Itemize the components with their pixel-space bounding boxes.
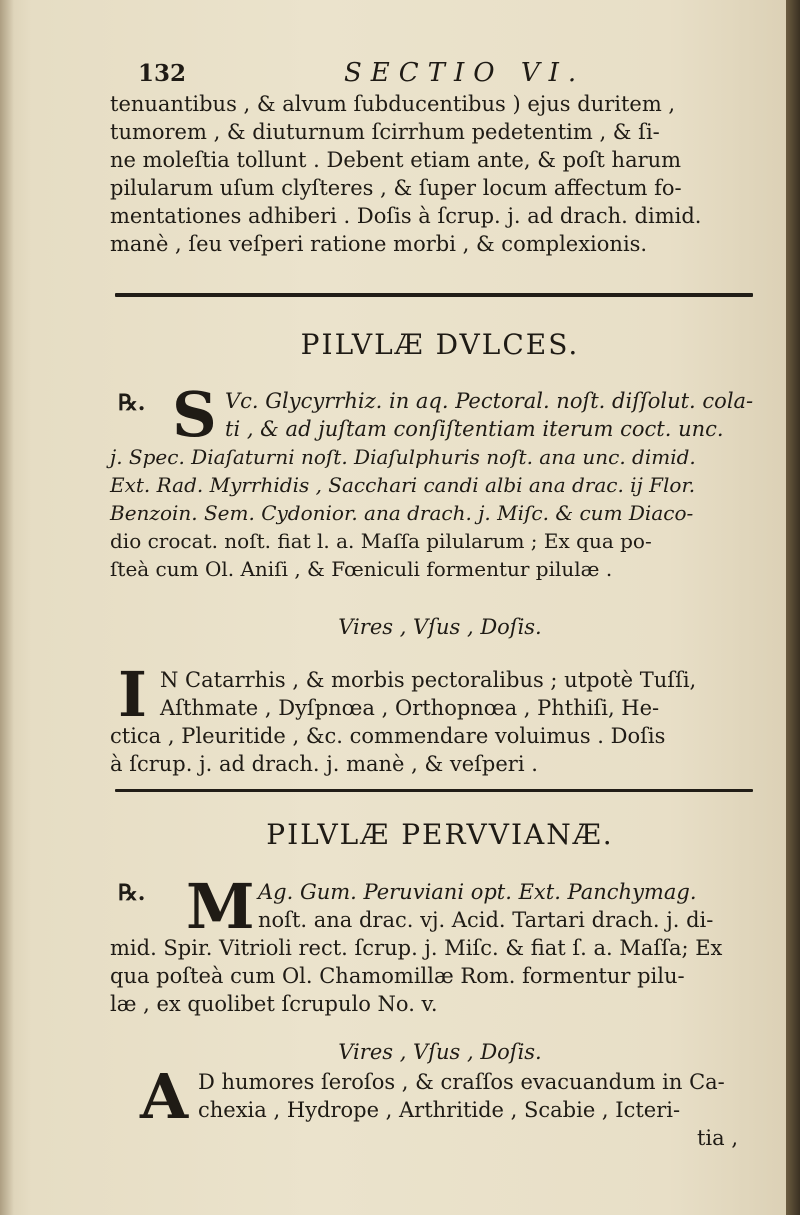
text-line: manè , ſeu veſperi ratione morbi , & complexionis. bbox=[110, 232, 648, 256]
section-title: SECTIO VI. bbox=[344, 58, 586, 88]
text-line: à ſcrup. j. ad drach. j. manè , & veſperi . bbox=[110, 752, 538, 776]
text-line: noſt. ana drac. vj. Acid. Tartari drach. j. di- bbox=[258, 908, 714, 932]
page-number: 132 bbox=[138, 60, 187, 87]
text-line: ne moleſtia tollunt . Debent etiam ante, & poſt harum bbox=[110, 148, 682, 172]
recipe-text bbox=[110, 934, 762, 1018]
text-line: ſteà cum Ol. Aniſi , & Fœniculi formentur pilulæ . bbox=[110, 557, 613, 581]
drop-cap: M bbox=[186, 870, 255, 943]
drop-cap: I bbox=[118, 658, 148, 731]
text-line: Ext. Rad. Myrrhidis , Sacchari candi albi ana drac. ij Flor. bbox=[110, 473, 696, 497]
recipe-heading: PILVLÆ PERVVIANÆ. bbox=[266, 818, 614, 851]
text-line: mentationes adhiberi . Doſis à ſcrup. j. ad drach. dimid. bbox=[110, 204, 702, 228]
text-line: læ , ex quolibet ſcrupulo No. v. bbox=[110, 992, 438, 1016]
text-line: ti , & ad juſtam conſiſtentiam iterum coct. unc. bbox=[225, 417, 724, 441]
text-line: chexia , Hydrope , Arthritide , Scabie , Icteri- bbox=[198, 1098, 681, 1122]
drop-cap: S bbox=[172, 378, 217, 451]
uses-text-first bbox=[198, 1068, 762, 1152]
text-line: Aſthmate , Dyſpnœa , Orthopnœa , Phthiſi, He- bbox=[160, 696, 660, 720]
page-edge bbox=[786, 0, 800, 1215]
recipe-symbol: ℞. bbox=[118, 880, 146, 906]
text-line: pilularum uſum clyſteres , & ſuper locum affectum fo- bbox=[110, 176, 682, 200]
text-line: dio crocat. noſt. fiat l. a. Maſſa pilularum ; Ex qua po- bbox=[110, 529, 652, 553]
recipe-text bbox=[110, 443, 762, 583]
uses-subheading: Vires , Vſus , Doſis. bbox=[338, 1040, 542, 1064]
section-divider bbox=[115, 293, 753, 297]
recipe-text-first bbox=[258, 878, 762, 934]
text-line: D humores ſeroſos , & craſſos evacuandum in Ca- bbox=[198, 1070, 725, 1094]
uses-subheading: Vires , Vſus , Doſis. bbox=[338, 615, 542, 639]
running-head bbox=[108, 58, 768, 92]
text-line: tumorem , & diuturnum ſcirrhum pedetentim , & ſi- bbox=[110, 120, 660, 144]
uses-text-first bbox=[160, 666, 762, 722]
text-line: Ag. Gum. Peruviani opt. Ext. Panchymag. bbox=[258, 880, 697, 904]
text-line: qua poſteà cum Ol. Chamomillæ Rom. formentur pilu- bbox=[110, 964, 685, 988]
text-line: Benzoin. Sem. Cydonior. ana drach. j. Miſc. & cum Diaco- bbox=[110, 501, 694, 525]
drop-cap: A bbox=[140, 1060, 189, 1133]
recipe-text-first bbox=[225, 387, 762, 443]
text-line: tia , bbox=[696, 1126, 738, 1150]
recipe-symbol: ℞. bbox=[118, 390, 146, 416]
text-line: mid. Spir. Vitrioli rect. ſcrup. j. Miſc. & fiat ſ. a. Maſſa; Ex bbox=[110, 936, 723, 960]
text-line: Vc. Glycyrrhiz. in aq. Pectoral. noſt. diſſolut. cola- bbox=[225, 389, 754, 413]
text-line: ctica , Pleuritide , &c. commendare voluimus . Doſis bbox=[110, 724, 666, 748]
intro-paragraph bbox=[110, 90, 762, 258]
text-line: tenuantibus , & alvum ſubducentibus ) ejus duritem , bbox=[110, 92, 676, 116]
uses-text bbox=[110, 722, 762, 778]
gutter-shadow bbox=[0, 0, 14, 1215]
recipe-heading: PILVLÆ DVLCES. bbox=[300, 328, 580, 361]
section-divider bbox=[115, 789, 753, 792]
text-line: j. Spec. Diaſaturni noſt. Diaſulphuris noſt. ana unc. dimid. bbox=[110, 445, 696, 469]
text-line: N Catarrhis , & morbis pectoralibus ; utpotè Tuſſi, bbox=[160, 668, 697, 692]
